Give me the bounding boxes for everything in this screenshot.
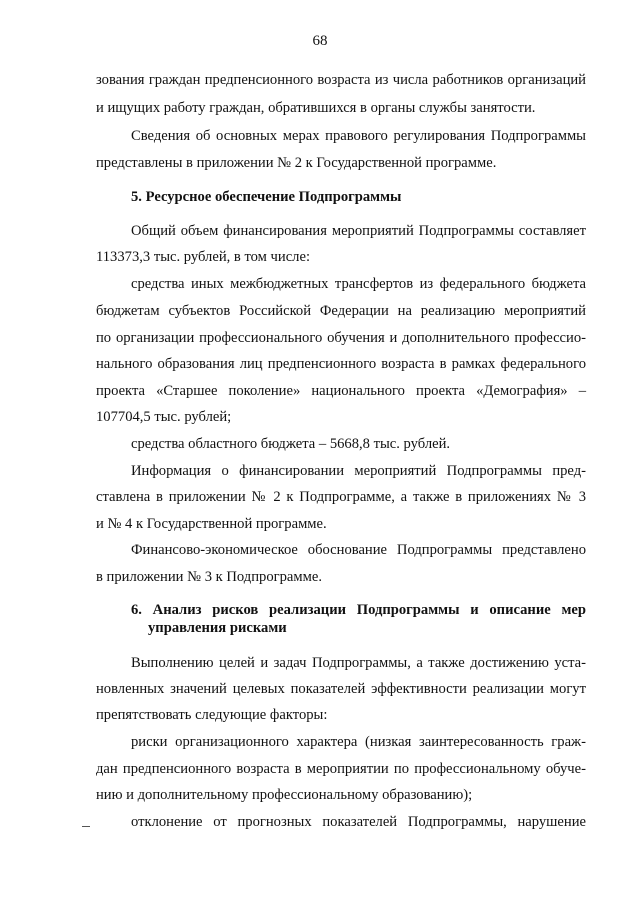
text-line: 107704,5 тыс. рублей; <box>96 409 232 425</box>
text-line: и ищущих работу граждан, обратившихся в органы службы занятости. <box>96 100 536 116</box>
text-line: Финансово-экономическое обоснование Подпрограммы представлено <box>131 542 586 558</box>
text-line: 113373,3 тыс. рублей, в том числе: <box>96 249 310 265</box>
text-line: по организации профессионального обучения и дополнительного профессио- <box>96 330 586 346</box>
section-heading: 5. Ресурсное обеспечение Подпрограммы <box>131 189 402 205</box>
text-line: отклонение от прогнозных показателей Подпрограммы, нарушение <box>131 814 586 830</box>
text-line: нального образования лиц предпенсионного возраста в рамках федерального <box>96 356 586 372</box>
text-line: в приложении № 3 к Подпрограмме. <box>96 569 322 585</box>
text-line: дан предпенсионного возраста в мероприятии по профессиональному обуче- <box>96 761 586 777</box>
text-line: Общий объем финансирования мероприятий Подпрограммы составляет <box>131 223 586 239</box>
text-line: новленных значений целевых показателей эффективности реализации могут <box>96 681 586 697</box>
text-line: препятствовать следующие факторы: <box>96 707 328 723</box>
text-line: Сведения об основных мерах правового регулирования Подпрограммы <box>131 128 586 144</box>
text-line: представлены в приложении № 2 к Государственной программе. <box>96 155 497 171</box>
text-line: проекта «Старшее поколение» национального проекта «Демография» – <box>96 383 586 399</box>
text-line: нию и дополнительному профессиональному образованию); <box>96 787 473 803</box>
text-line: зования граждан предпенсионного возраста из числа работников организаций <box>96 72 586 88</box>
text-line: Выполнению целей и задач Подпрограммы, а также достижению уста- <box>131 655 586 671</box>
text-line: средства областного бюджета – 5668,8 тыс. рублей. <box>131 436 451 452</box>
text-line: и № 4 к Государственной программе. <box>96 516 327 532</box>
text-line: средства иных межбюджетных трансфертов из федерального бюджета <box>131 276 586 292</box>
text-line: Информация о финансировании мероприятий Подпрограммы пред- <box>131 463 586 479</box>
text-line: бюджетам субъектов Российской Федерации на реализацию мероприятий <box>96 303 586 319</box>
section-heading: 6. Анализ рисков реализации Подпрограммы и описание мер <box>131 602 586 618</box>
text-line: риски организационного характера (низкая заинтересованность граж- <box>131 734 586 750</box>
section-heading-continued: управления рисками <box>148 620 287 636</box>
page-number: 68 <box>312 33 328 49</box>
scan-mark <box>82 826 90 827</box>
text-line: ставлена в приложении № 2 к Подпрограмме, а также в приложениях № 3 <box>96 489 586 505</box>
